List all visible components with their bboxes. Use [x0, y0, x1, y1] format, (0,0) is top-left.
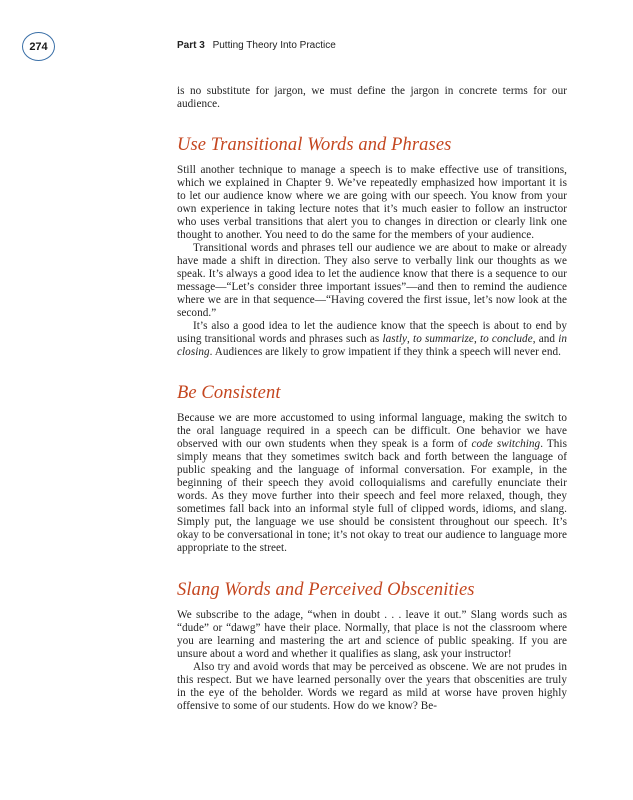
page-number-text: 274 [29, 40, 48, 53]
intro-paragraph: is no substitute for jargon, we must define the jargon in concrete terms for our audience. [177, 85, 567, 110]
part-title: Putting Theory Into Practice [212, 40, 336, 51]
section-heading-slang: Slang Words and Perceived Obscenities [177, 580, 475, 600]
transitions-paragraph-2: Transitional words and phrases tell our audience we are about to make or already have made a shift in direction. They also serve to verbally link our thoughts as we speak. It’s always a good idea to let the audience know that there is a sequence to our message—“Let’s consider three important issues”—and then to remind the audience where we are in that sequence—“Having covered the first issue, let’s now look at the second.” [177, 242, 567, 319]
section-heading-consistent: Be Consistent [177, 383, 281, 403]
text-run: , [407, 333, 414, 345]
text-run: , and [532, 333, 559, 345]
transitions-paragraph-1: Still another technique to manage a speech is to make effective use of transitions, which we explained in Chapter 9. We’ve repeatedly emphasized how important it is to let our audience know where we are going with our speech. You know from your own experience in taking lecture notes that it’s much easier to follow an instructor who uses verbal transitions that alert you to changes in direction or clearly link one thought to another. You need to do the same for the members of your audience. [177, 164, 567, 241]
term-code-switching: code switching [471, 438, 541, 450]
part-label: Part 3 [177, 40, 205, 51]
term-in-closing: in closing [177, 333, 568, 358]
text-run: , [473, 333, 480, 345]
running-head [177, 40, 336, 51]
term-lastly: lastly [382, 333, 408, 345]
text-run: It’s also a good idea to let the audience know that the speech is about to end by using transitional words and phrases such as [177, 320, 567, 345]
consistent-paragraph-1 [177, 412, 567, 555]
slang-paragraph-1: We subscribe to the adage, “when in doubt . . . leave it out.” Slang words such as “dude” or “dawg” have their place. Normally, that place is not the classroom where you are learning and mastering the art and science of public speaking. If you are unsure about a word and whether it qualifies as slang, ask your instructor! [177, 609, 567, 660]
body-text [177, 85, 567, 713]
slang-paragraph-2: Also try and avoid words that may be perceived as obscene. We are not prudes in this respect. But we have learned personally over the years that obscenities are truly in the eye of the beholder. Words we regard as mild at worse have proven highly offensive to some of our students. How do we know? Be- [177, 661, 567, 712]
term-to-summarize: to summarize [413, 333, 474, 345]
page-number [22, 32, 55, 61]
transitions-paragraph-3 [177, 320, 567, 359]
text-run: . Audiences are likely to grow impatient if they think a speech will never end. [209, 346, 561, 358]
text-run: . This simply means that they sometimes switch back and forth between the language of public speaking and the language of informal conversation. For example, in the beginning of their speech they avoid colloquialisms and carefully enunciate their words. As they move further into their speech and feel more relaxed, though, they sometimes fall back into an informal style full of clipped words, idioms, and slang. Simply put, the language we use should be consistent throughout our speech. It’s okay to be conversational in tone; it’s not okay to treat our audience to language more appropriate to the street. [177, 438, 567, 554]
section-heading-transitions: Use Transitional Words and Phrases [177, 135, 452, 155]
text-run: Because we are more accustomed to using informal language, making the switch to the oral language required in a speech can be difficult. One behavior we have observed with our own students when they speak is a form of [177, 412, 567, 450]
term-to-conclude: to conclude [479, 333, 533, 345]
